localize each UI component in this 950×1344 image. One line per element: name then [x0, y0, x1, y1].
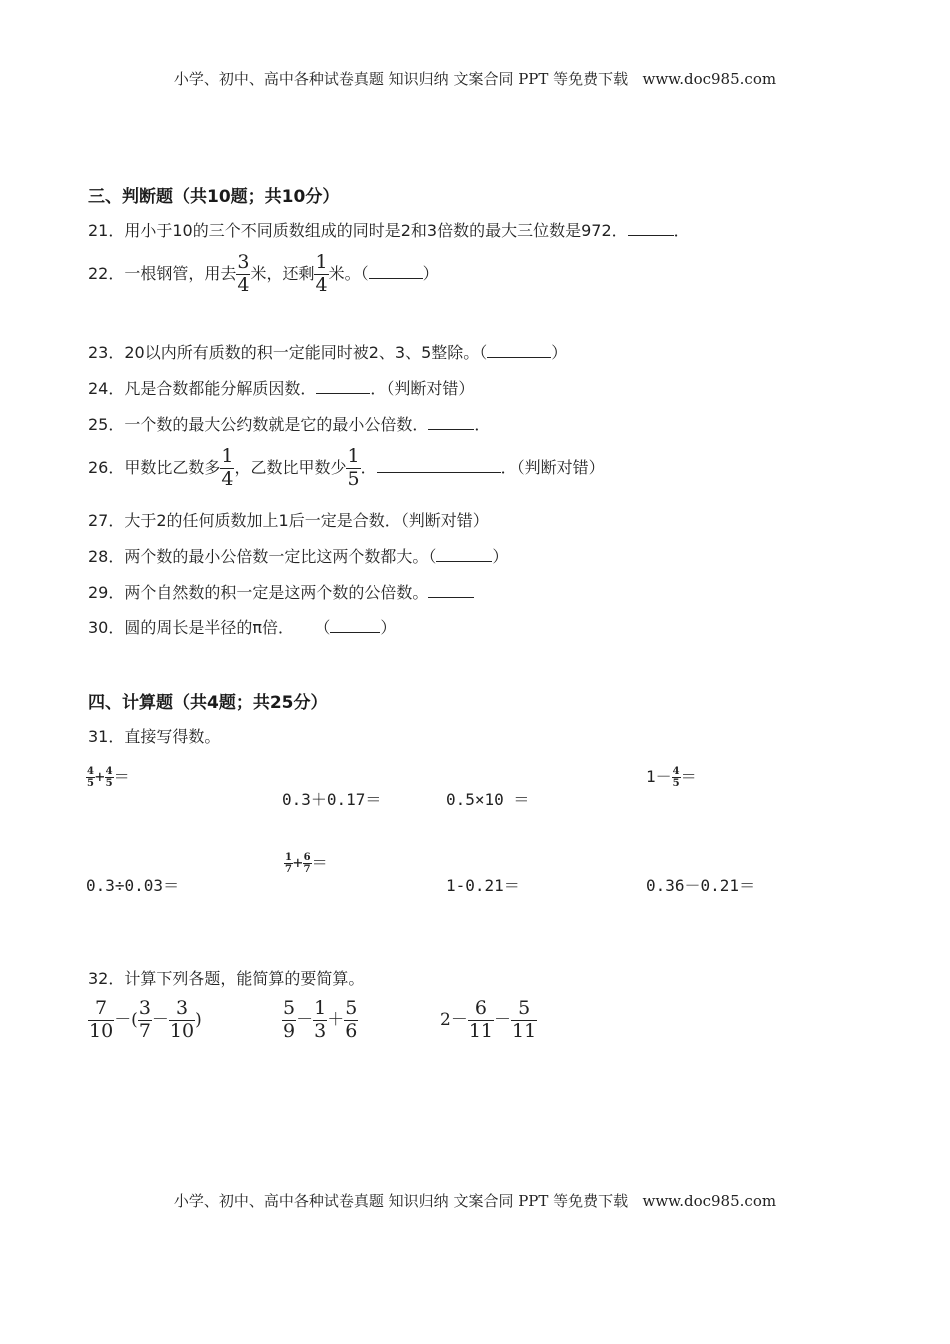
question-28-part-a: 28．两个数的最小公倍数一定比这两个数都大。（ [88, 547, 437, 566]
question-23 [88, 340, 567, 363]
question-25-part-b: ． [474, 415, 491, 434]
question-29 [88, 580, 474, 603]
question-31-label: 31．直接写得数。 [88, 727, 221, 746]
calc-r1c3: 0.5×10 ＝ [446, 790, 530, 809]
question-22-part-a: 22．一根钢管，用去 [88, 263, 237, 283]
question-21-text: 21．用小于10的三个不同质数组成的同时是2和3倍数的最大三位数是972． [88, 221, 628, 240]
question-32-label: 32．计算下列各题，能简算的要简算。 [88, 969, 365, 988]
question-26-part-d: ．（判断对错） [500, 457, 605, 477]
question-30 [88, 615, 396, 638]
question-25-part-a: 25．一个数的最大公约数就是它的最小公倍数． [88, 415, 429, 434]
question-30-part-b: ） [380, 618, 397, 637]
answer-blank[interactable] [428, 415, 474, 430]
section-3-title: 三、判断题（共10题；共10分） [88, 187, 340, 207]
question-24 [88, 376, 474, 399]
question-22-part-c: 米。（ [328, 263, 369, 283]
fraction: $\frac{5}{6}$ [345, 997, 358, 1042]
answer-blank[interactable] [369, 264, 423, 279]
calc-r1c2: 0.3＋0.17＝ [282, 790, 382, 809]
fraction: $\frac{1}{3}$ [314, 997, 327, 1042]
fraction: $\frac{4}{5}$ [87, 765, 94, 789]
question-22-part-d: ） [422, 263, 439, 283]
fraction: $\frac{5}{9}$ [283, 997, 296, 1042]
answer-blank[interactable] [436, 547, 492, 562]
fraction: $\frac{5}{11}$ [512, 997, 537, 1042]
question-25 [88, 412, 490, 435]
answer-blank[interactable] [330, 618, 380, 633]
answer-blank[interactable] [316, 379, 370, 394]
page-footer: 小学、初中、高中各种试卷真题 知识归纳 文案合同 PPT 等免费下载 www.doc985.com [173, 1192, 777, 1210]
question-26-part-a: 26．甲数比乙数多 [88, 457, 221, 477]
expression-2: $\frac{5}{9}$ － $\frac{1}{3}$ ＋ $\frac{5}{6}$ [283, 997, 358, 1042]
question-23-part-b: ） [551, 343, 568, 362]
calc-r1c1: $\frac{4}{5}$ + $\frac{4}{5}$ ＝ [87, 765, 130, 789]
question-27: 27．大于2的任何质数加上1后一定是合数．（判断对错） [88, 511, 489, 530]
fraction: $\frac{3}{4}$ [237, 251, 250, 296]
question-21 [88, 218, 690, 241]
fraction: $\frac{4}{5}$ [105, 765, 113, 789]
fraction: $\frac{1}{7}$ [285, 851, 292, 875]
calc-r1c4: 1－ $\frac{4}{5}$ ＝ [646, 765, 697, 789]
question-26-part-b: ，乙数比甲数少 [234, 457, 347, 477]
expression-1: $\frac{7}{10}$ －( $\frac{3}{7}$ － $\frac{3}{10}$ ) [89, 997, 202, 1042]
question-26 [88, 446, 605, 491]
answer-blank[interactable] [487, 343, 551, 358]
fraction: $\frac{1}{4}$ [315, 251, 328, 296]
calc-r2c3: 1-0.21＝ [446, 876, 520, 895]
expression-3: 2－ $\frac{6}{11}$ － $\frac{5}{11}$ [440, 997, 537, 1042]
question-23-part-a: 23．20以内所有质数的积一定能同时被2、3、5整除。（ [88, 343, 488, 362]
question-21-end: ． [673, 221, 690, 240]
answer-blank[interactable] [428, 583, 474, 598]
calc-r2c4: 0.36－0.21＝ [646, 876, 756, 895]
fraction: $\frac{1}{5}$ [347, 445, 360, 490]
question-28 [88, 544, 508, 567]
question-24-part-a: 24．凡是合数都能分解质因数． [88, 379, 317, 398]
calc-r2c2: $\frac{1}{7}$ + $\frac{6}{7}$ ＝ [285, 851, 328, 875]
calc-r2c1: 0.3÷0.03＝ [86, 876, 180, 895]
question-29-part-a: 29．两个自然数的积一定是这两个数的公倍数。 [88, 583, 429, 602]
question-22-part-b: 米，还剩 [250, 263, 315, 283]
question-22 [88, 252, 439, 297]
answer-blank[interactable] [377, 458, 501, 473]
question-28-part-b: ） [492, 547, 509, 566]
fraction: $\frac{4}{5}$ [672, 765, 680, 789]
question-24-part-b: ．（判断对错） [370, 379, 475, 398]
fraction: $\frac{3}{10}$ [169, 997, 195, 1042]
fraction: $\frac{7}{10}$ [89, 997, 114, 1042]
section-4-title: 四、计算题（共4题；共25分） [88, 693, 328, 713]
question-30-part-a: 30．圆的周长是半径的π倍． （ [88, 618, 331, 637]
answer-blank[interactable] [628, 221, 674, 236]
fraction: $\frac{1}{4}$ [221, 445, 234, 490]
fraction: $\frac{6}{11}$ [468, 997, 494, 1042]
fraction: $\frac{3}{7}$ [138, 997, 151, 1042]
fraction: $\frac{6}{7}$ [303, 851, 311, 875]
question-26-part-c: ． [360, 457, 377, 477]
page-header: 小学、初中、高中各种试卷真题 知识归纳 文案合同 PPT 等免费下载 www.doc985.com [173, 70, 777, 88]
